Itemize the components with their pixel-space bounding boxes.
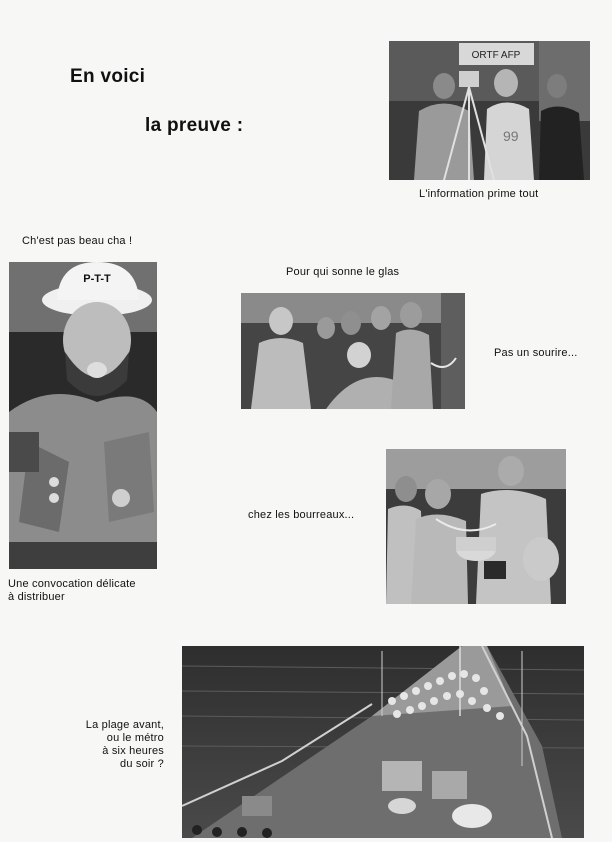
photo-bearded-man: [9, 262, 157, 569]
caption-plage-1: La plage avant,: [85, 719, 164, 731]
caption-plage-2: ou le métro: [106, 732, 164, 744]
shirt-number: 99: [503, 128, 519, 144]
caption-pas-beau: Ch'est pas beau cha !: [22, 235, 133, 247]
caption-bourreaux: chez les bourreaux...: [248, 509, 355, 521]
photo-camera-crew: [389, 41, 590, 180]
caption-plage-3: à six heures: [102, 745, 164, 757]
caption-information: L'information prime tout: [419, 188, 539, 200]
caption-glas: Pour qui sonne le glas: [286, 266, 400, 278]
helmet-text: P-T-T: [83, 273, 111, 285]
heading-line-1: En voici: [70, 66, 146, 87]
heading-line-2: la preuve :: [145, 115, 244, 136]
photo-bourreaux: [386, 449, 566, 604]
photo-group-glas: [241, 293, 465, 409]
caption-convocation-2: à distribuer: [8, 591, 65, 603]
caption-plage-4: du soir ?: [120, 758, 164, 770]
sign-text: ORTF AFP: [471, 50, 521, 61]
caption-sourire: Pas un sourire...: [494, 347, 578, 359]
caption-convocation-1: Une convocation délicate: [8, 578, 136, 590]
photo-ship-bow: [182, 646, 584, 838]
